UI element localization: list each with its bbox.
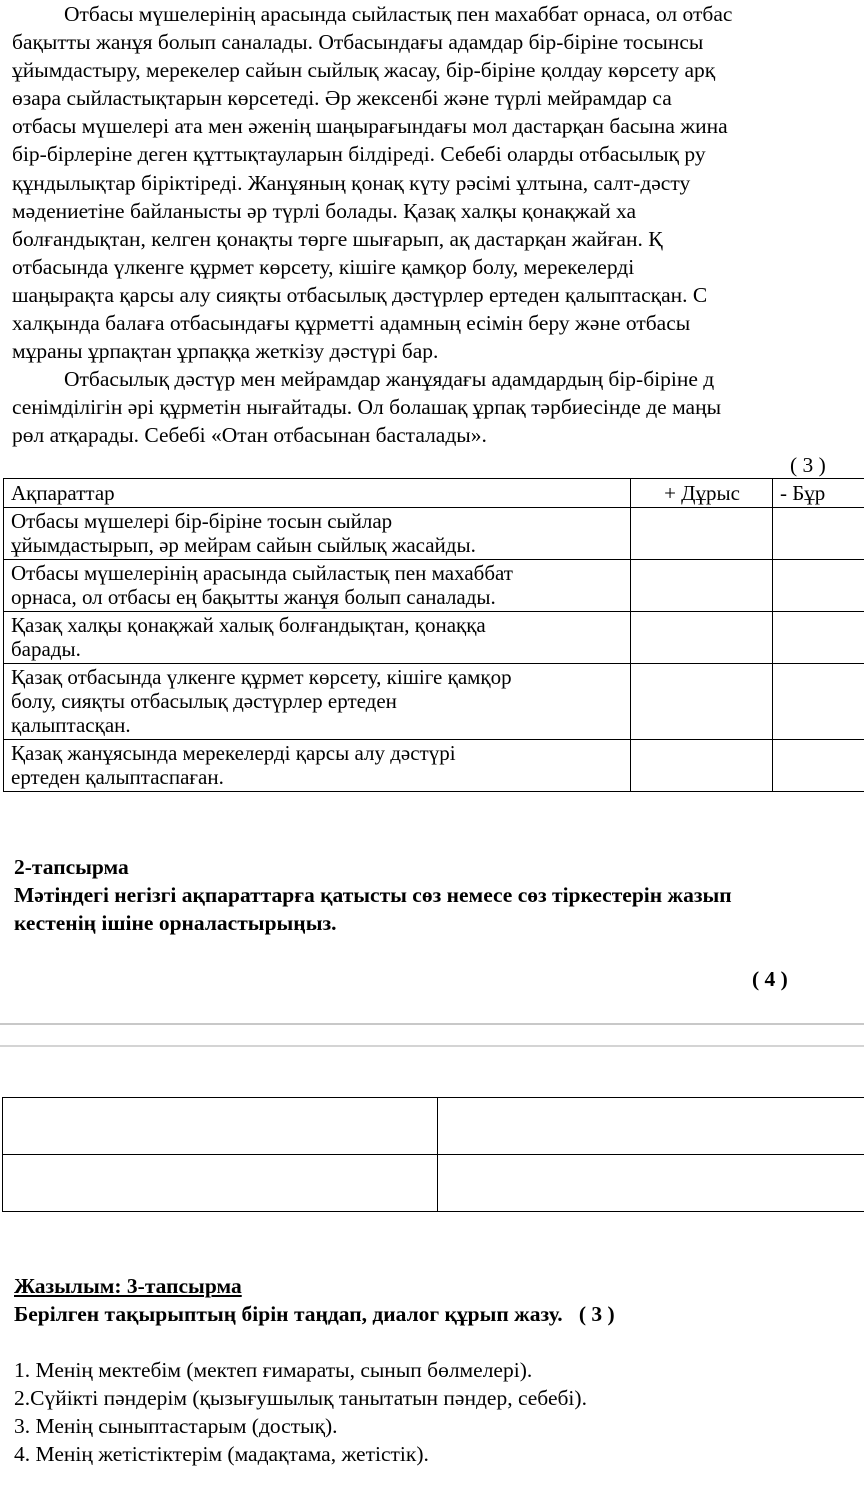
false-answer-cell[interactable] bbox=[773, 664, 864, 740]
task3-score: ( 3 ) bbox=[578, 1302, 615, 1326]
statement-line: барады. bbox=[11, 637, 81, 661]
passage-line: сенімділігін әрі құрметін нығайтады. Ол болашақ ұрпақ тәрбиесінде де маңы bbox=[12, 395, 722, 420]
passage-line: Отбасы мүшелерінің арасында сыйластық пен махаббат орнаса, ол отбас bbox=[64, 2, 733, 26]
task2-title: 2-тапсырма bbox=[14, 855, 129, 879]
passage-line: өзара сыйластықтарын көрсетеді. Әр жексенбі және түрлі мейрамдар са bbox=[12, 86, 672, 111]
topic-item: 1. Менің мектебім (мектеп ғимараты, сынып бөлмелері). bbox=[14, 1358, 533, 1382]
table-row bbox=[4, 560, 864, 612]
divider bbox=[0, 1045, 864, 1047]
true-answer-cell[interactable] bbox=[631, 740, 773, 792]
table-header-row bbox=[4, 479, 864, 508]
topic-item: 2.Сүйікті пәндерім (қызығушылық танытатын пәндер, себебі). bbox=[14, 1386, 587, 1410]
task3-title: Жазылым: 3-тапсырма bbox=[14, 1274, 242, 1298]
table-row bbox=[4, 612, 864, 664]
statement-line: болу, сияқты отбасылық дәстүрлер ертеден bbox=[11, 689, 397, 713]
statement-cell bbox=[4, 664, 631, 740]
topic-item: 4. Менің жетістіктерім (мадақтама, жетістік). bbox=[14, 1442, 429, 1466]
true-answer-cell[interactable] bbox=[631, 508, 773, 560]
statement-line: Қазақ отбасында үлкенге құрмет көрсету, кішіге қамқор bbox=[11, 665, 512, 689]
true-false-table bbox=[3, 478, 864, 792]
false-answer-cell[interactable] bbox=[773, 560, 864, 612]
answer-cell[interactable] bbox=[3, 1098, 438, 1155]
header-false: - Бұр bbox=[773, 479, 864, 508]
statement-line: қалыптасқан. bbox=[11, 713, 131, 737]
task2-instruction-line: Мәтіндегі негізгі ақпараттарға қатысты сөз немесе сөз тіркестерін жазып bbox=[14, 883, 732, 907]
passage-line: халқында балаға отбасындағы құрметті адамның есімін беру және отбасы bbox=[12, 311, 691, 336]
statement-line: орнаса, ол отбасы ең бақытты жанұя болып саналады. bbox=[11, 585, 496, 609]
statement-line: ертеден қалыптаспаған. bbox=[11, 765, 224, 789]
answer-cell[interactable] bbox=[438, 1098, 864, 1155]
true-answer-cell[interactable] bbox=[631, 612, 773, 664]
statement-line: Отбасы мүшелері бір-біріне тосын сыйлар bbox=[11, 509, 393, 533]
statement-line: ұйымдастырып, әр мейрам сайын сыйлық жасайды. bbox=[11, 533, 476, 557]
statement-line: Қазақ жанұясында мерекелерді қарсы алу дәстүрі bbox=[11, 741, 456, 765]
table-row bbox=[3, 1098, 864, 1155]
false-answer-cell[interactable] bbox=[773, 612, 864, 664]
passage-line: бір-бірлеріне деген құттықтауларын білдіреді. Себебі оларды отбасылық ру bbox=[12, 142, 706, 167]
statement-line: Отбасы мүшелерінің арасында сыйластық пен махаббат bbox=[11, 561, 513, 585]
topic-item: 3. Менің сыныптастарым (достық). bbox=[14, 1414, 338, 1438]
answer-cell[interactable] bbox=[438, 1155, 864, 1212]
statement-cell bbox=[4, 508, 631, 560]
header-info: Ақпараттар bbox=[4, 479, 631, 508]
false-answer-cell[interactable] bbox=[773, 740, 864, 792]
passage-line: мәдениетіне байланысты әр түрлі болады. Қазақ халқы қонақжай ха bbox=[12, 198, 637, 223]
passage-line: шаңырақта қарсы алу сияқты отбасылық дәстүрлер ертеден қалыптасқан. С bbox=[12, 282, 708, 307]
passage-line: Отбасылық дәстүр мен мейрамдар жанұядағы адамдардың бір-біріне д bbox=[64, 367, 715, 392]
header-true: + Дұрыс bbox=[631, 479, 773, 508]
answer-table bbox=[2, 1097, 864, 1212]
task3-instruction-text: Берілген тақырыптың бірін таңдап, диалог құрып жазу. bbox=[14, 1302, 563, 1326]
passage-line: болғандықтан, келген қонақты төрге шығарып, ақ дастарқан жайған. Қ bbox=[12, 226, 663, 251]
passage-line: отбасы мүшелері ата мен әженің шаңырағындағы мол дастарқан басына жина bbox=[12, 114, 728, 139]
statement-cell bbox=[4, 612, 631, 664]
true-answer-cell[interactable] bbox=[631, 560, 773, 612]
table-row bbox=[4, 664, 864, 740]
reading-passage bbox=[12, 0, 864, 450]
false-answer-cell[interactable] bbox=[773, 508, 864, 560]
task2-score: ( 4 ) bbox=[752, 967, 788, 991]
table-row bbox=[3, 1155, 864, 1212]
passage-line: рөл атқарады. Себебі «Отан отбасынан басталады». bbox=[12, 423, 487, 448]
statement-line: Қазақ халқы қонақжай халық болғандықтан, қонаққа bbox=[11, 613, 486, 637]
passage-line: отбасында үлкенге құрмет көрсету, кішіге қамқор болу, мерекелерді bbox=[12, 254, 635, 279]
answer-cell[interactable] bbox=[3, 1155, 438, 1212]
passage-line: бақытты жанұя болып саналады. Отбасындағы адамдар бір-біріне тосынсы bbox=[12, 30, 704, 55]
task1-score: ( 3 ) bbox=[790, 453, 826, 477]
divider bbox=[0, 1023, 864, 1025]
statement-cell bbox=[4, 560, 631, 612]
true-answer-cell[interactable] bbox=[631, 664, 773, 740]
statement-cell bbox=[4, 740, 631, 792]
passage-line: құндылықтар біріктіреді. Жанұяның қонақ күту рәсімі ұлтына, салт-дәсту bbox=[12, 170, 691, 195]
task2-instruction-line: кестенің ішіне орналастырыңыз. bbox=[14, 911, 337, 935]
table-row bbox=[4, 508, 864, 560]
task3-instruction bbox=[14, 1300, 615, 1328]
passage-line: мұраны ұрпақтан ұрпаққа жеткізу дәстүрі бар. bbox=[12, 339, 439, 364]
passage-line: ұйымдастыру, мерекелер сайын сыйлық жасау, бір-біріне қолдау көрсету арқ bbox=[12, 58, 716, 83]
table-row bbox=[4, 740, 864, 792]
